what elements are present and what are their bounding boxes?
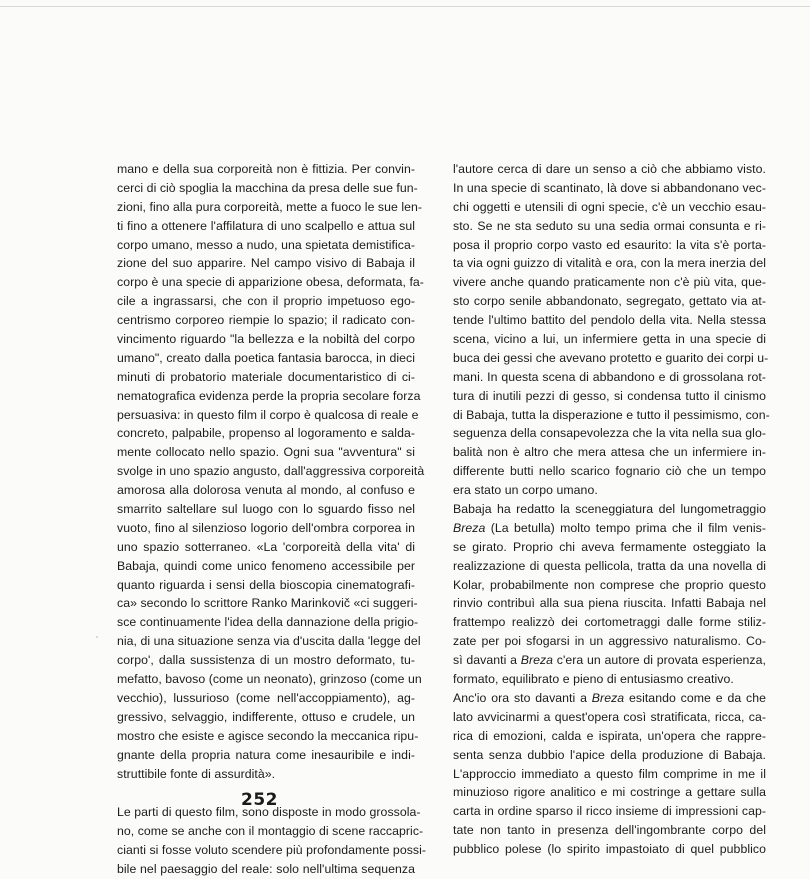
text-line: zate per poi sfogarsi in un aggressivo naturalismo. Co- <box>453 634 766 649</box>
text-line: corpo umano, messo a nudo, una spietata demistifica- <box>117 237 415 252</box>
text-line: sce continuamente l'idea della dannazione della prigio- <box>117 615 419 630</box>
text-line: umano", creato dalla poetica fantasia barocca, in dieci <box>117 350 415 365</box>
text-line: svolge in uno spazio angusto, dall'aggressiva corporeità <box>117 464 425 479</box>
text-line: mano e della sua corporeità non è fittizia. Per convin- <box>117 162 415 176</box>
right-column <box>453 160 770 859</box>
text-line: uno spazio sotterraneo. «La 'corporeità della vita' di <box>117 539 415 554</box>
text-line: amorosa alla dolorosa venuta al mondo, al confuso e <box>117 483 415 498</box>
page-number: 252 <box>241 790 278 810</box>
text-line: mani. In questa scena di abbandono e di grossolana rot- <box>453 369 766 384</box>
film-title-breza: Breza <box>591 690 625 705</box>
text-line: gnante della propria natura come inesauribile e indi- <box>117 747 415 762</box>
text-line: Kolar, probabilmente non comprese che proprio questo <box>453 577 766 592</box>
text-line: frattempo realizzò dei cortometraggi dalle forme stiliz- <box>453 615 766 630</box>
text-line: Babaja ha redatto la sceneggiatura del lungometraggio <box>453 502 766 517</box>
text-line: scena, vicino a lui, un infermiere getta in una specie di <box>453 332 766 347</box>
text-line: senta senza dubbio l'apice della produzione di Babaja. <box>453 747 766 762</box>
text-line: buca dei gessi che avevano protetto e guarito dei corpi u- <box>453 350 769 365</box>
text-line: Breza (La betulla) molto tempo prima che il film venis- <box>453 520 766 535</box>
text-line: formato, equilibrato e pieno di entusiasmo creativo. <box>453 672 734 687</box>
text-line: se girato. Proprio chi aveva fermamente osteggiato la <box>453 539 766 554</box>
right-paragraph-3-body <box>453 708 766 859</box>
text-line: persuasiva: in questo film il corpo è qualcosa di reale e <box>117 407 419 422</box>
text-line: tura di inutili pezzi di gesso, si condensa tutto il cinismo <box>453 388 766 403</box>
text-line: quanto riguarda i sensi della bioscopia cinematografi- <box>117 577 415 592</box>
text-line: concreto, palpabile, propenso al logoramento e salda- <box>117 426 415 441</box>
film-title-breza: Breza <box>453 520 486 535</box>
film-title-breza: Breza <box>520 653 554 668</box>
text-line: seguenza della consapevolezza che la vita nella sua glo- <box>453 426 766 441</box>
left-paragraph-2 <box>117 803 427 879</box>
text-line: struttibile fonte di assurdità». <box>117 766 276 781</box>
top-rule <box>0 6 810 7</box>
text-line: tende l'ultimo battito del pendolo della vita. Nella stessa <box>453 313 766 328</box>
text-line: ca» secondo lo scrittore Ranko Marinkovič «ci suggeri- <box>117 596 418 611</box>
right-paragraph-2-middle <box>453 538 766 651</box>
text-line: vincimento riguardo "la bellezza e la nobiltà del corpo <box>117 332 415 347</box>
text-line: sì davanti a Breza c'era un autore di provata esperienza, <box>453 653 766 668</box>
left-column <box>117 160 427 879</box>
text-line: bile nel paesaggio del reale: solo nell'ultima sequenza <box>117 862 415 877</box>
text-line: tate non tanto in presenza dell'ingombrante corpo del <box>453 823 766 838</box>
text-line: realizzazione di questa pellicola, tratta da una novella di <box>453 558 766 573</box>
text-line: pubblico polese (lo spirito impastoiato di quel pubblico <box>453 842 766 857</box>
text-line: nematografica evidenza perde la propria secolare forza <box>117 388 421 403</box>
right-paragraph-1 <box>453 160 770 500</box>
text-line: l'autore cerca di dare un senso a ciò che abbiamo visto. <box>453 162 766 176</box>
text-line: In una specie di scantinato, là dove si abbandonano vec- <box>453 180 766 195</box>
text-line: di Babaja, tutta la disperazione e tutto il pessimismo, con- <box>453 407 770 422</box>
text-line: chi oggetti e utensili di ogni specie, c'è un vecchio esau- <box>453 199 766 214</box>
text-line: vecchio), lussurioso (come nell'accoppiamento), ag- <box>117 690 415 705</box>
text-line: era stato un corpo umano. <box>453 483 598 498</box>
text-line: Anc'io ora sto davanti a Breza esitando come e da che <box>453 690 766 705</box>
text-line: sto. Se ne sta seduto su una sedia ormai consunta e ri- <box>453 218 766 233</box>
text-line: sto corpo senile abbandonato, segregato, gettato via at- <box>453 294 766 309</box>
right-paragraph-2 <box>453 500 766 689</box>
text-line: vuoto, fino al silenzioso logorio dell'ombra corporea in <box>117 520 415 535</box>
text-line: zione del suo apparire. Nel campo visivo di Babaja il <box>117 256 415 271</box>
text-line: posa il proprio corpo vasto ed esaurito: la vita s'è porta- <box>453 237 766 252</box>
text-line: corpo', dalla sussistenza di un mostro deformato, tu- <box>117 653 415 668</box>
text-line: nia, di una situazione senza via d'uscita dalla 'legge del <box>117 634 421 649</box>
text-line: cile a ingrassarsi, che con il proprio impetuoso ego- <box>117 294 415 309</box>
text-line: carta in ordine sparso il ricco insieme di impressioni cap- <box>453 804 766 819</box>
text-line: ta via ogni guizzo di vitalità e ora, con la mera inerzia del <box>453 256 766 271</box>
text-line: mente collocato nello spazio. Ogni sua "avventura" si <box>117 445 415 460</box>
paper-speck <box>96 636 98 638</box>
text-line: ti fino a ottenere l'affilatura di uno scalpello e attua sul <box>117 218 415 233</box>
text-line: differente butti nello scarico fognario ciò che un tempo <box>453 464 766 479</box>
text-line: lato avvicinarmi a quest'opera così stratificata, ricca, ca- <box>453 709 766 724</box>
text-line: minuti di probatorio materiale documentaristico di ci- <box>117 369 415 384</box>
text-line: Babaja, quindi come unico fenomeno accessibile per <box>117 558 415 573</box>
text-line: cerci di ciò spoglia la macchina da presa delle sue fun- <box>117 180 418 195</box>
text-line: zioni, fino alla pura corporeità, mette a fuoco le sue len- <box>117 199 423 214</box>
text-line: Le parti di questo film, sono disposte in modo grossola- <box>117 805 421 820</box>
text-line: rinvio contribuì alla sua piena riuscita. Infatti Babaja nel <box>453 596 766 611</box>
text-line: gressivo, selvaggio, indifferente, ottuso e crudele, un <box>117 709 415 724</box>
text-line: L'approccio immediato a questo film comprime in me il <box>453 766 766 781</box>
right-paragraph-3 <box>453 689 766 859</box>
text-line: vivere anche quando praticamente non c'è più vita, que- <box>453 275 766 290</box>
text-line: centrismo corporeo riempie lo spazio; il radicato con- <box>117 313 415 328</box>
text-line: no, come se anche con il montaggio di scene raccapric- <box>117 824 424 839</box>
left-paragraph-1 <box>117 160 425 783</box>
text-line: corpo è una specie di apparizione obesa, deformata, fa- <box>117 275 424 290</box>
text-line: rica di emozioni, calda e ispirata, un'opera che rappre- <box>453 728 766 743</box>
text-line: smarrito saltellare sul luogo con lo sguardo fisso nel <box>117 502 415 517</box>
text-line: cianti si fosse voluto scendere più profondamente possi- <box>117 843 427 858</box>
text-line: minuzioso rigore analitico e mi costringe a gettare sulla <box>453 785 766 800</box>
text-line: mefatto, bavoso (come un neonato), grinzoso (come un <box>117 672 422 687</box>
text-line: mostro che esiste e agisce secondo la meccanica ripu- <box>117 728 419 743</box>
text-line: balità non è altro che mera attesa che un infermiere in- <box>453 445 766 460</box>
